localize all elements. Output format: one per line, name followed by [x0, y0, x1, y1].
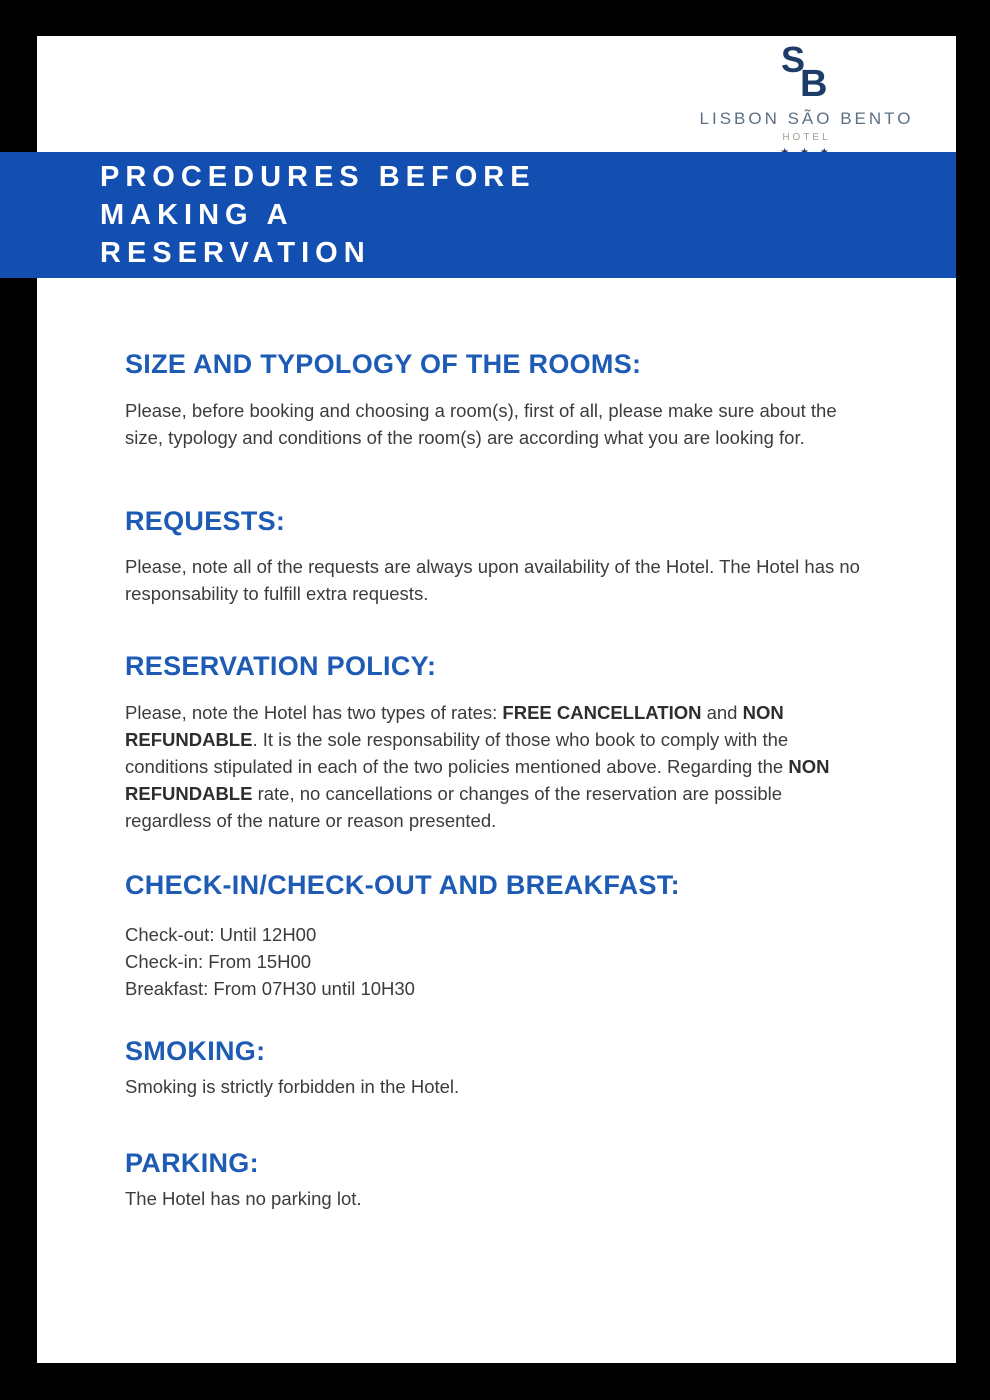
section-size-typology: [125, 348, 862, 451]
section-requests: [125, 505, 862, 607]
policy-segment: Please, note the Hotel has two types of rates:: [125, 702, 503, 723]
policy-segment-bold: NON REFUNDABLE: [125, 702, 784, 750]
policy-segment-bold: NON REFUNDABLE: [125, 756, 830, 804]
policy-segment: and: [701, 702, 743, 723]
schedule-lines: [125, 921, 862, 1002]
section-body-parking: The Hotel has no parking lot.: [125, 1188, 362, 1209]
svg-text:S: S: [780, 40, 805, 80]
section-heading-parking: PARKING:: [125, 1148, 259, 1178]
section-reservation-policy: [125, 650, 862, 834]
section-checkin-checkout: [125, 869, 862, 1002]
section-heading-size: SIZE AND TYPOLOGY OF THE ROOMS:: [125, 349, 642, 379]
page-title-line-1: PROCEDURES BEFORE: [100, 161, 536, 193]
section-body-policy: [125, 699, 862, 834]
brand-name: LISBON SÃO BENTO: [699, 109, 914, 128]
hotel-logo: [669, 40, 944, 158]
sb-monogram-icon: [780, 40, 834, 102]
content-area: [125, 330, 862, 1212]
schedule-line-breakfast: Breakfast: From 07H30 until 10H30: [125, 978, 415, 999]
section-body-size: Please, before booking and choosing a room(s), first of all, please make sure about the size, typology and conditions of the room(s) are according what you are looking for.: [125, 400, 837, 448]
section-heading-checkin: CHECK-IN/CHECK-OUT AND BREAKFAST:: [125, 870, 680, 900]
section-heading-requests: REQUESTS:: [125, 506, 286, 536]
policy-segment: rate, no cancellations or changes of the reservation are possible regardless of the nature or reason presented.: [125, 783, 783, 831]
section-body-requests: Please, note all of the requests are always upon availability of the Hotel. The Hotel has no responsability to fulfill extra requests.: [125, 556, 860, 604]
svg-text:B: B: [799, 63, 827, 98]
title-banner: [0, 152, 956, 278]
section-heading-policy: RESERVATION POLICY:: [125, 651, 437, 681]
policy-segment: . It is the sole responsability of those who book to comply with the conditions stipulated in each of the two policies mentioned above. Regarding the: [125, 729, 789, 777]
hotel-label: HOTEL: [782, 132, 831, 143]
schedule-line-checkout: Check-out: Until 12H00: [125, 924, 317, 945]
section-parking: [125, 1147, 862, 1212]
page-title-line-3: RESERVATION: [100, 237, 371, 269]
section-body-smoking: Smoking is strictly forbidden in the Hotel.: [125, 1076, 460, 1097]
section-smoking: [125, 1035, 862, 1100]
section-heading-smoking: SMOKING:: [125, 1036, 266, 1066]
schedule-line-checkin: Check-in: From 15H00: [125, 951, 312, 972]
policy-segment-bold: FREE CANCELLATION: [502, 702, 702, 723]
page-title-line-2: MAKING A: [100, 199, 294, 231]
